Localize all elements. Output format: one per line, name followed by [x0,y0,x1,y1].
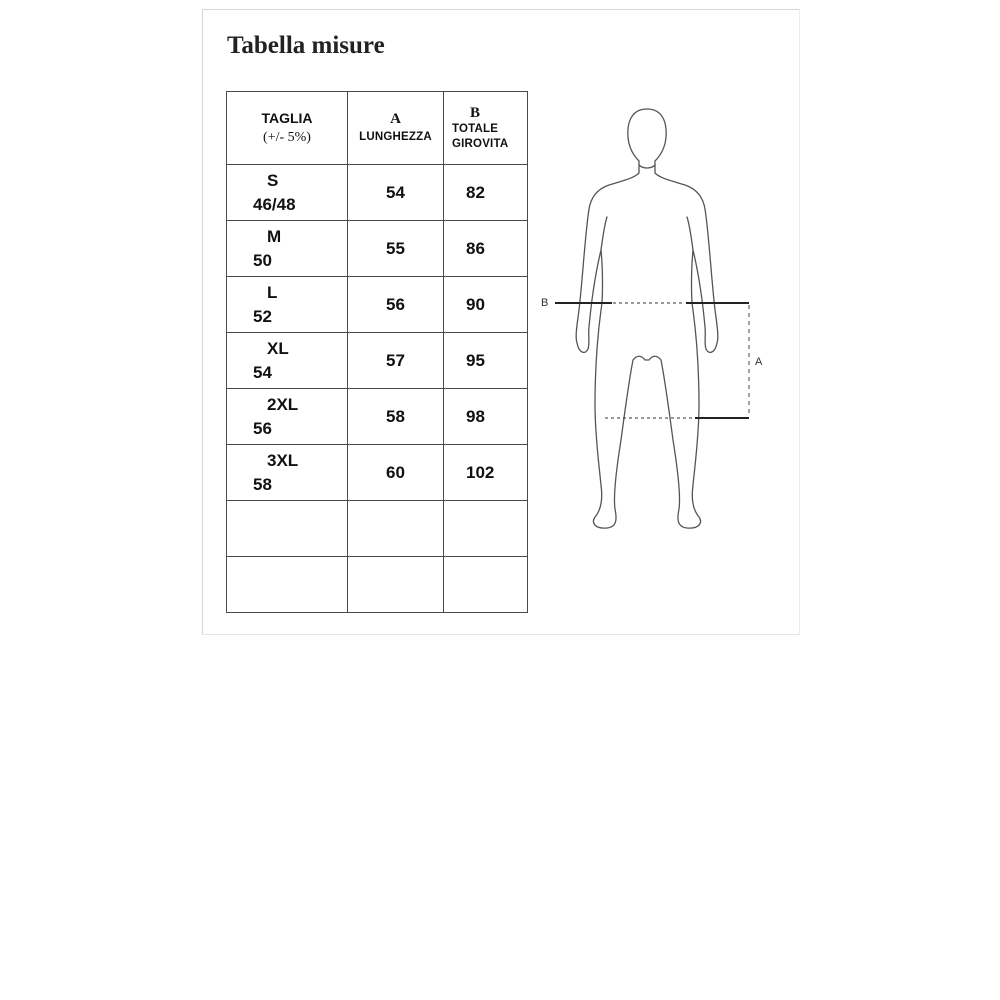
body-silhouette-figure [533,105,773,545]
cell-size [227,165,348,221]
cell-waist: 95 [444,333,528,389]
cell-empty [227,557,348,613]
cell-waist: 82 [444,165,528,221]
cell-length: 58 [348,389,444,445]
size-label: 2XL [267,394,299,414]
size-label: 3XL [267,450,299,470]
cell-size [227,445,348,501]
cell-length: 54 [348,165,444,221]
size-eu: 58 [253,474,272,494]
cell-length: 55 [348,221,444,277]
table-row [227,277,528,333]
cell-waist: 102 [444,445,528,501]
size-eu: 54 [253,362,272,382]
cell-length: 60 [348,445,444,501]
cell-length: 57 [348,333,444,389]
header-b-letter: B [470,104,481,121]
table-row-empty [227,557,528,613]
chart-title: Tabella misure [227,32,385,59]
label-b: B [541,297,549,309]
cell-size [227,333,348,389]
table-row-empty [227,501,528,557]
size-eu: 52 [253,306,272,326]
body-outline-right [647,109,718,528]
header-waist [444,92,528,165]
header-length [348,92,444,165]
size-chart-card [202,9,800,635]
cell-size [227,221,348,277]
header-a-letter: A [390,111,401,127]
table-row [227,389,528,445]
size-label: S [267,170,279,190]
size-label: XL [267,338,289,358]
measure-lines [555,303,749,418]
header-b-label-2: GIROVITA [452,137,509,150]
arm-inner-left [601,217,607,250]
header-size-label: TAGLIA [261,110,313,126]
table-row [227,221,528,277]
cell-length: 56 [348,277,444,333]
size-eu: 50 [253,250,272,270]
header-tolerance: (+/- 5%) [263,130,311,145]
cell-size [227,389,348,445]
label-a: A [755,356,763,368]
head-outline [576,109,647,528]
cell-empty [227,501,348,557]
cell-empty [348,501,444,557]
cell-waist: 98 [444,389,528,445]
cell-empty [444,501,528,557]
size-eu: 56 [253,418,272,438]
header-a-label: LUNGHEZZA [359,131,432,143]
cell-empty [444,557,528,613]
cell-size [227,277,348,333]
table-row [227,333,528,389]
size-table [226,91,528,613]
cell-waist: 90 [444,277,528,333]
header-b-label-1: TOTALE [452,122,499,135]
size-eu: 46/48 [253,194,296,214]
header-size [227,92,348,165]
size-label: M [267,226,282,246]
size-label: L [267,282,278,302]
neck-detail [639,165,655,168]
cell-empty [348,557,444,613]
table-row [227,165,528,221]
arm-inner-right [687,217,693,250]
table-header-row [227,92,528,165]
table-row [227,445,528,501]
cell-waist: 86 [444,221,528,277]
